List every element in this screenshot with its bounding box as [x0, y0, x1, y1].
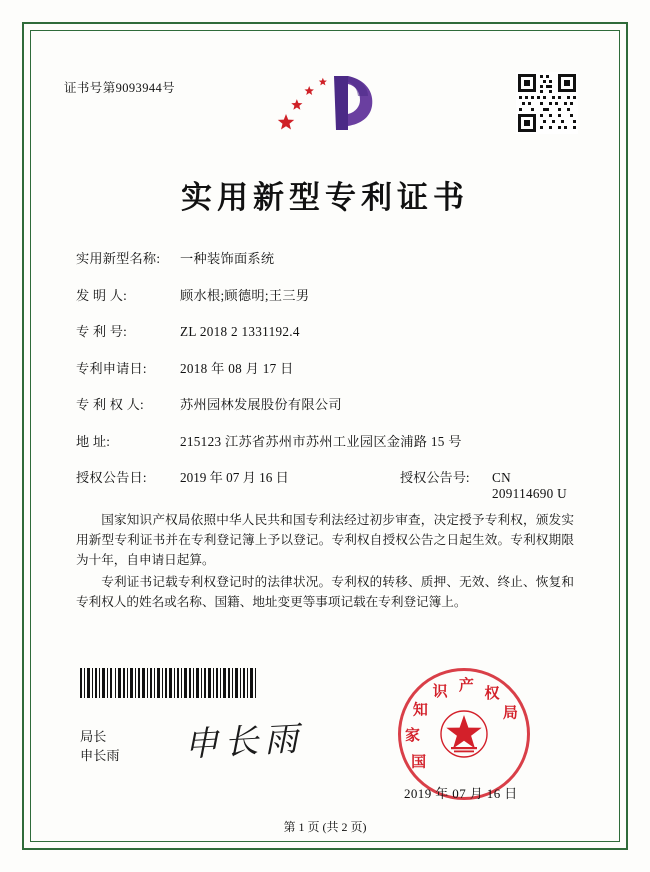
field-label: 专利申请日: — [76, 360, 147, 376]
seal-date: 2019 年 07 月 16 日 — [404, 786, 518, 801]
field-row-name — [76, 248, 576, 267]
field-row-patent-no — [76, 321, 576, 340]
grant-date-label: 授权公告日: — [76, 470, 147, 485]
certificate-body — [76, 510, 574, 614]
field-value: ZL 2018 2 1331192.4 — [180, 324, 300, 339]
grant-number-label: 授权公告号: — [400, 470, 470, 485]
grant-number-value: CN 209114690 U — [492, 470, 567, 501]
field-row-application-date — [76, 358, 576, 377]
field-row-inventor — [76, 285, 576, 304]
field-label: 专 利 权 人: — [76, 397, 144, 412]
director-name-label: 申长雨 — [80, 748, 120, 763]
barcode-icon — [80, 668, 256, 698]
body-paragraph-2: 专利证书记载专利权登记时的法律状况。专利权的转移、质押、无效、终止、恢复和专利权人的姓名或名称、国籍、地址变更等事项记载在专利登记簿上。 — [76, 575, 574, 609]
handwritten-signature: 申长雨 — [183, 718, 306, 766]
field-label: 发 明 人: — [76, 287, 128, 303]
field-value: 215123 江苏省苏州市苏州工业园区金浦路 15 号 — [180, 433, 462, 449]
field-row-grant — [76, 467, 576, 502]
director-title-label: 局长 — [80, 729, 107, 744]
certificate-fields — [76, 248, 576, 520]
page-footer: 第 1 页 (共 2 页) — [283, 820, 367, 834]
qr-code-icon — [516, 72, 578, 134]
field-label: 专 利 号: — [76, 324, 128, 339]
grant-date-value: 2019 年 07 月 16 日 — [180, 470, 289, 485]
official-seal — [398, 668, 530, 800]
field-value: 苏州园林发展股份有限公司 — [180, 397, 342, 412]
page-title: 实用新型专利证书 — [181, 180, 469, 216]
field-value: 顾水根;顾德明;王三男 — [180, 287, 310, 303]
body-paragraph-1: 国家知识产权局依照中华人民共和国专利法经过初步审查，决定授予专利权，颁发实用新型专利证书并在专利登记簿上予以登记。专利权自授权公告之日起生效。专利权期限为十年，自申请日起算。 — [76, 513, 574, 567]
field-row-patentee — [76, 394, 576, 413]
field-row-address — [76, 431, 576, 450]
seal-ring-text: 国 家 知 识 产 权 局 — [405, 676, 518, 771]
certificate-number: 证书号第9093944号 — [64, 81, 176, 95]
cnipa-logo-icon — [262, 66, 386, 136]
field-label: 地 址: — [76, 433, 111, 449]
national-emblem-star-icon — [439, 709, 489, 759]
field-value: 2018 年 08 月 17 日 — [180, 360, 294, 376]
field-label: 实用新型名称: — [76, 251, 161, 266]
signature-block — [80, 727, 120, 765]
field-value: 一种装饰面系统 — [180, 251, 275, 266]
